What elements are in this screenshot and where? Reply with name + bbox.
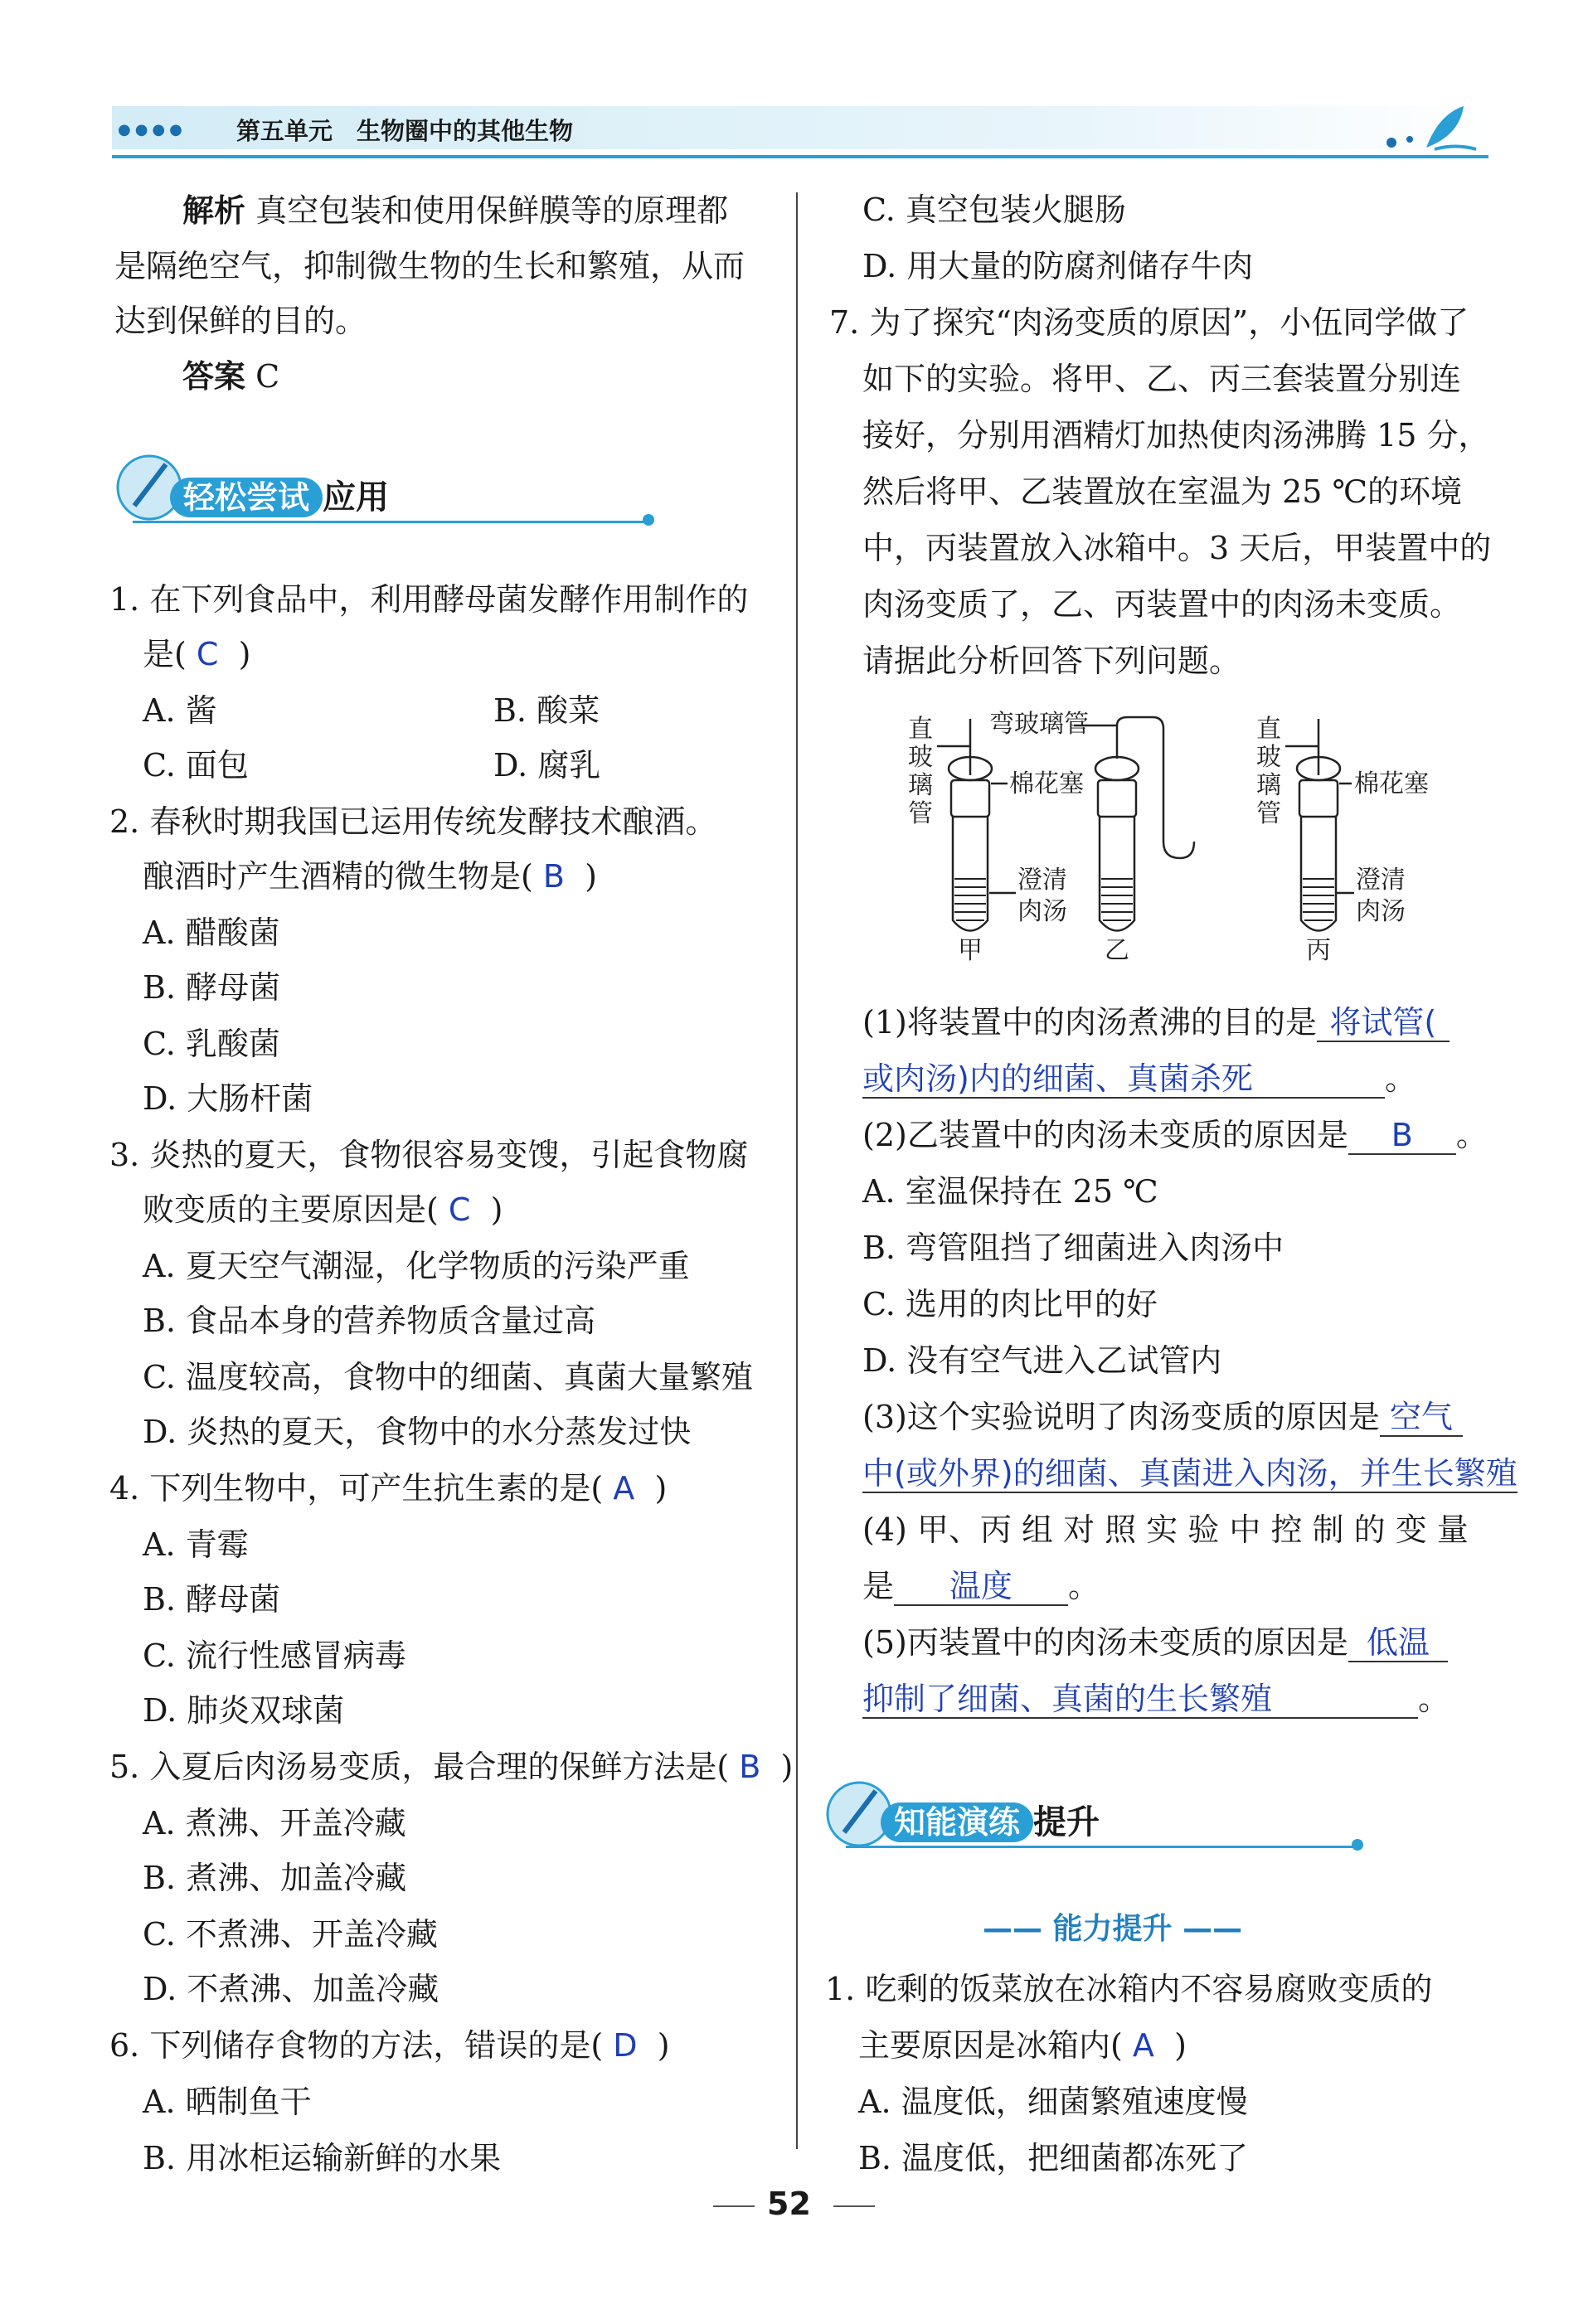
- q7-sub2-stem: (2)乙装置中的肉汤未变质的原因是 B 。: [862, 1117, 1488, 1153]
- section-heading-apply: [170, 471, 389, 520]
- q2-option-d: D. 大肠杆菌: [143, 1080, 313, 1117]
- section-underline-2: [846, 1846, 1360, 1848]
- q7-sub3-line-2: 中(或外界)的细菌、真菌进入肉汤，并生长繁殖: [862, 1455, 1518, 1492]
- label-straight-tube-bing: 直玻璃管: [1256, 715, 1281, 828]
- label-broth-1-jia: 澄清: [1017, 866, 1067, 895]
- column-divider: [796, 192, 798, 2149]
- page-number: 52: [767, 2186, 811, 2222]
- r1-option-b: B. 温度低，把细菌都冻死了: [858, 2140, 1249, 2176]
- q7-line-1: 7. 为了探究“肉汤变质的原因”，小伍同学做了: [829, 304, 1469, 341]
- unit-title: 第五单元 生物圈中的其他生物: [236, 117, 574, 145]
- q7-line-4: 然后将甲、乙装置放在室温为 25 ℃的环境: [862, 473, 1463, 510]
- q7-sub4-line-2: 是 温度 。: [862, 1568, 1100, 1604]
- label-broth-2-jia: 肉汤: [1017, 897, 1067, 926]
- header-rule: [112, 155, 1488, 158]
- q5-stem: 5. 入夏后肉汤易变质，最合理的保鲜方法是( B ): [109, 1749, 794, 1785]
- q7-sub1-line-2: 或肉汤)内的细菌、真菌杀死 。: [862, 1060, 1417, 1097]
- q1-stem-line-1: 1. 在下列食品中，利用酵母菌发酵作用制作的: [109, 581, 749, 618]
- q1-option-c: C. 面包: [143, 747, 249, 784]
- label-jia: 甲: [958, 936, 983, 965]
- r1-option-a: A. 温度低，细菌繁殖速度慢: [858, 2084, 1248, 2120]
- q5-option-b: B. 煮沸、加盖冷藏: [143, 1860, 407, 1896]
- label-cotton-plug-jia: 棉花塞: [1009, 769, 1084, 798]
- label-cotton-plug-bing: 棉花塞: [1354, 769, 1429, 798]
- q5-option-c: C. 不煮沸、开盖冷藏: [143, 1916, 438, 1953]
- q4-option-c: C. 流行性感冒病毒: [143, 1637, 406, 1674]
- q3-stem-line-2: 败变质的主要原因是( C ): [143, 1191, 503, 1228]
- q2-stem-line-2: 酿酒时产生酒精的微生物是( B ): [143, 858, 597, 895]
- footer-rule-right: [833, 2205, 875, 2207]
- section-tag: 轻松尝试: [170, 478, 323, 517]
- q7-line-6: 肉汤变质了，乙、丙装置中的肉汤未变质。: [862, 586, 1462, 623]
- q4-stem: 4. 下列生物中，可产生抗生素的是( A ): [109, 1470, 668, 1506]
- q7-line-7: 请据此分析回答下列问题。: [862, 643, 1241, 679]
- analysis-line-3: 达到保鲜的目的。: [114, 303, 367, 339]
- subsection-heading: —— 能力提升 ——: [983, 1912, 1243, 1946]
- label-bent-tube: 弯玻璃管: [989, 710, 1089, 739]
- analysis-line-1: 解析 真空包装和使用保鲜膜等的原理都: [182, 192, 729, 229]
- q2-option-a: A. 醋酸菌: [143, 915, 280, 951]
- q1-stem-line-2: 是( C ): [143, 636, 251, 672]
- q7-sub2-option-b: B. 弯管阻挡了细菌进入肉汤中: [862, 1230, 1284, 1266]
- q4-option-a: A. 青霉: [143, 1526, 249, 1563]
- q7-line-5: 中，丙装置放入冰箱中。3 天后，甲装置中的: [862, 530, 1492, 566]
- q4-option-d: D. 肺炎双球菌: [143, 1692, 345, 1729]
- label-yi: 乙: [1105, 936, 1129, 965]
- q5-option-d: D. 不煮沸、加盖冷藏: [143, 1971, 439, 2007]
- section-underline-dot: [643, 514, 654, 526]
- q6-option-a: A. 晒制鱼干: [143, 2084, 312, 2120]
- q7-sub4-line-1: (4) 甲、丙 组 对 照 实 验 中 控 制 的 变 量: [862, 1511, 1469, 1548]
- q7-sub2-option-a: A. 室温保持在 25 ℃: [862, 1173, 1158, 1210]
- q2-stem-line-1: 2. 春秋时期我国已运用传统发酵技术酿酒。: [109, 803, 717, 840]
- section-heading-improve: [881, 1796, 1100, 1845]
- q1-option-b: B. 酸菜: [493, 692, 600, 729]
- q7-line-3: 接好，分别用酒精灯加热使肉汤沸腾 15 分，: [862, 417, 1490, 454]
- experiment-figure: [900, 709, 1480, 966]
- section-underline-dot-2: [1352, 1839, 1363, 1851]
- q6-option-c: C. 真空包装火腿肠: [862, 192, 1126, 228]
- label-straight-tube-jia: 直玻璃管: [908, 715, 933, 828]
- analysis-answer: 答案 C: [182, 357, 280, 395]
- q1-option-d: D. 腐乳: [493, 747, 601, 784]
- q3-stem-line-1: 3. 炎热的夏天，食物很容易变馊，引起食物腐: [109, 1137, 749, 1173]
- section-tag-2: 知能演练: [881, 1802, 1033, 1842]
- q2-option-c: C. 乳酸菌: [143, 1026, 280, 1062]
- q7-sub5-line-1: (5)丙装置中的肉汤未变质的原因是 低温: [862, 1615, 1448, 1671]
- r1-stem-line-2: 主要原因是冰箱内( A ): [858, 2027, 1187, 2064]
- label-bing: 丙: [1306, 936, 1331, 965]
- q7-sub2-option-c: C. 选用的肉比甲的好: [862, 1286, 1158, 1322]
- q6-stem: 6. 下列储存食物的方法，错误的是( D ): [109, 2027, 670, 2064]
- q3-option-d: D. 炎热的夏天，食物中的水分蒸发过快: [143, 1414, 692, 1450]
- header-dots: ●●●●: [118, 121, 187, 138]
- q7-sub3-line-1: (3)这个实验说明了肉汤变质的原因是 空气: [862, 1390, 1463, 1445]
- q1-option-a: A. 酱: [143, 692, 217, 729]
- q7-sub1-line-1: (1)将装置中的肉汤煮沸的目的是 将试管(: [862, 995, 1450, 1050]
- r1-stem-line-1: 1. 吃剩的饭菜放在冰箱内不容易腐败变质的: [825, 1971, 1433, 2007]
- q4-option-b: B. 酵母菌: [143, 1581, 281, 1618]
- q6-option-b: B. 用冰柜运输新鲜的水果: [143, 2140, 502, 2176]
- label-broth-1-bing: 澄清: [1356, 866, 1406, 895]
- analysis-line-2: 是隔绝空气，抑制微生物的生长和繁殖，从而: [114, 248, 745, 284]
- q3-option-a: A. 夏天空气潮湿，化学物质的污染严重: [143, 1248, 690, 1284]
- q7-line-2: 如下的实验。将甲、乙、丙三套装置分别连: [862, 361, 1462, 397]
- test-tubes-drawing: [900, 709, 1480, 966]
- q2-option-b: B. 酵母菌: [143, 969, 281, 1006]
- section-suffix-2: 提升: [1033, 1803, 1100, 1841]
- q6-option-d: D. 用大量的防腐剂储存牛肉: [862, 248, 1254, 284]
- section-suffix: 应用: [323, 478, 390, 517]
- section-underline: [133, 521, 651, 523]
- q3-option-c: C. 温度较高，食物中的细菌、真菌大量繁殖: [143, 1359, 753, 1395]
- leaf-decoration-icon: [1377, 98, 1484, 158]
- footer-rule-left: [713, 2205, 755, 2207]
- q7-sub5-line-2: 抑制了细菌、真菌的生长繁殖 。: [862, 1681, 1450, 1717]
- q7-sub2-option-d: D. 没有空气进入乙试管内: [862, 1342, 1222, 1379]
- q3-option-b: B. 食品本身的营养物质含量过高: [143, 1303, 596, 1339]
- q5-option-a: A. 煮沸、开盖冷藏: [143, 1805, 406, 1841]
- label-broth-2-bing: 肉汤: [1356, 897, 1406, 926]
